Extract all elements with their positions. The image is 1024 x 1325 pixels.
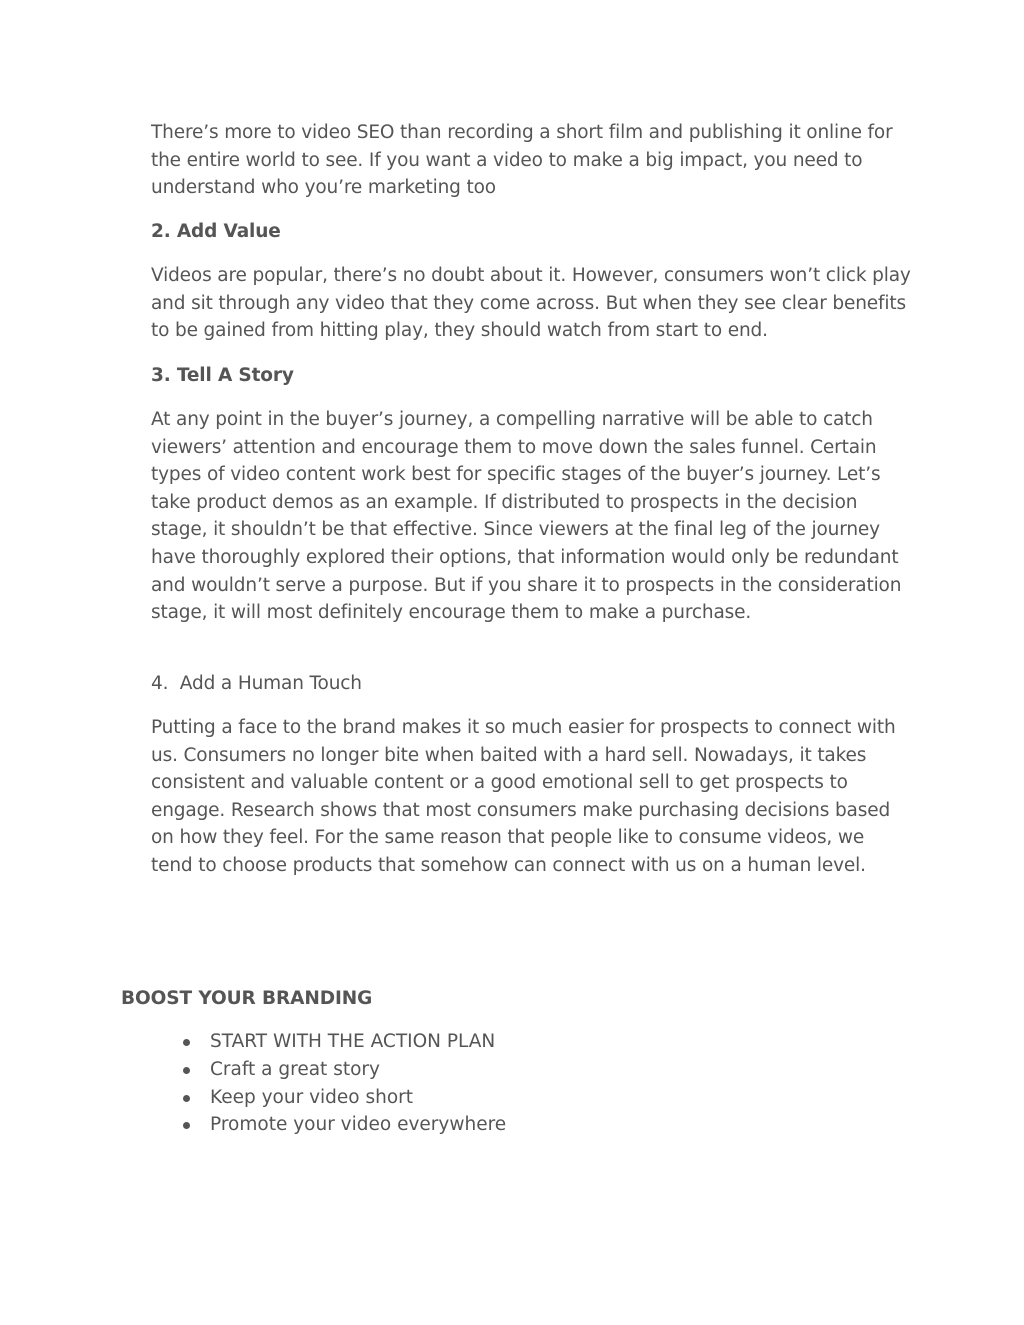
bullet-dot-icon [183, 1095, 190, 1102]
heading-add-value: 2. Add Value [151, 221, 281, 242]
list-item-label: Craft a great story [210, 1058, 380, 1080]
bullet-dot-icon [183, 1039, 190, 1046]
paragraph-tell-a-story: At any point in the buyer’s journey, a compelling narrative will be able to catch viewers’ attention and encourage them to move down the sales funnel. Certain types of video content work best for specific stages of the buyer’s journey. Let’s take product demos as an example. If distributed to prospects in the decision stage, it shouldn’t be that effective. Since viewers at the final leg of the journey have thoroughly explored their options, that information would only be redundant and wouldn’t serve a purpose. But if you share it to prospects in the consideration stage, it will most definitely encourage them to make a purchase. [151, 409, 902, 624]
intro-paragraph: There’s more to video SEO than recording a short film and publishing it online for the entire world to see. If you want a video to make a big impact, you need to understand who you’re marketing too [151, 122, 893, 199]
branding-list [180, 1028, 506, 1139]
branding-title: BOOST YOUR BRANDING [121, 988, 373, 1009]
list-item-label: Promote your video everywhere [210, 1114, 507, 1136]
list-item-label: Keep your video short [210, 1086, 414, 1108]
bullet-dot-icon [183, 1067, 190, 1074]
paragraph-add-value: Videos are popular, there’s no doubt about it. However, consumers won’t click play and sit through any video that they come across. But when they see clear benefits to be gained from hitting play, they should watch from start to end. [151, 265, 911, 342]
heading-add-a-human-touch: 4. Add a Human Touch [151, 673, 362, 694]
list-item [180, 1084, 506, 1112]
heading-tell-a-story: 3. Tell A Story [151, 365, 294, 386]
bullet-dot-icon [183, 1122, 190, 1129]
list-item [180, 1111, 506, 1139]
list-item-label: START WITH THE ACTION PLAN [210, 1031, 496, 1052]
list-item [180, 1056, 506, 1084]
paragraph-add-a-human-touch: Putting a face to the brand makes it so much easier for prospects to connect with us. Consumers no longer bite when baited with a hard sell. Nowadays, it takes consistent and valuable content or a good emotional sell to get prospects to engage. Research shows that most consumers make purchasing decisions based on how they feel. For the same reason that people like to consume videos, we tend to choose products that somehow can connect with us on a human level. [151, 717, 896, 876]
list-item [180, 1028, 506, 1056]
